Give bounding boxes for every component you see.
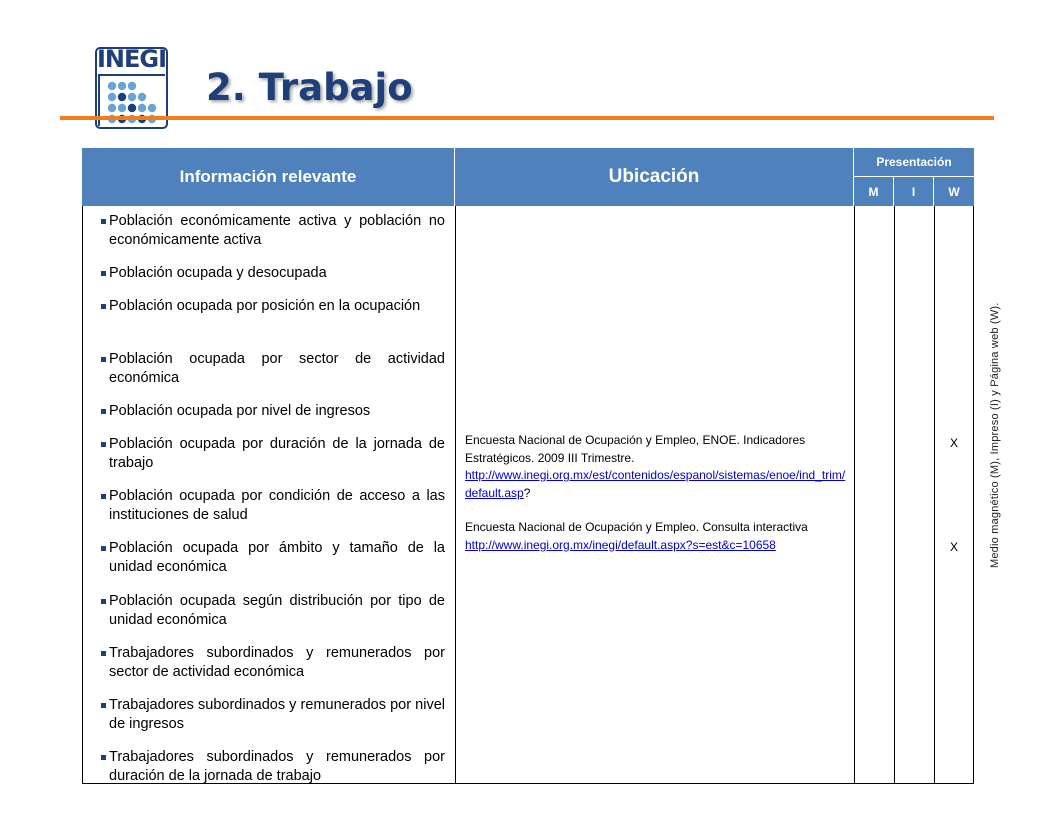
list-item-text: Población ocupada y desocupada: [109, 265, 327, 282]
list-item: [100, 264, 445, 283]
list-item: [100, 435, 445, 473]
list-item-text: Población ocupada por nivel de ingresos: [109, 402, 371, 419]
source2-link-line: [465, 537, 847, 555]
ubicacion-cell: [465, 432, 847, 554]
list-item: [100, 297, 445, 335]
list-item-text: Población ocupada por sector de actividad económica: [109, 350, 445, 386]
list-item: [100, 212, 445, 250]
header-presentacion: Presentación: [854, 148, 974, 177]
source2-text: Encuesta Nacional de Ocupación y Empleo. Consulta interactiva: [465, 520, 808, 534]
spacer: [465, 502, 847, 519]
list-item-text: Población ocupada por condición de acceso a las instituciones de salud: [109, 488, 445, 524]
list-item-text: Trabajadores subordinados y remunerados por nivel de ingresos: [109, 696, 445, 732]
list-item: [100, 592, 445, 630]
list-item-text: Población económicamente activa y población no económicamente activa: [109, 213, 445, 248]
header-i: I: [894, 177, 934, 206]
header-w: W: [934, 177, 974, 206]
header-m: M: [854, 177, 894, 206]
list-item: [100, 539, 445, 577]
source1-link[interactable]: http://www.inegi.org.mx/est/contenidos/espanol/sistemas/enoe/ind_trim/default.asp: [465, 468, 846, 500]
list-item: [100, 487, 445, 525]
header-ubicacion: Ubicación: [455, 148, 854, 206]
source1-text: Encuesta Nacional de Ocupación y Empleo, ENOE. Indicadores Estratégicos. 2009 III Trimestre.: [465, 433, 806, 465]
list-item: [100, 402, 445, 421]
web-mark-1: X: [950, 436, 959, 450]
web-mark-2: X: [950, 540, 959, 554]
source1-suffix: ?: [523, 485, 531, 500]
source1-link-line: [465, 467, 847, 502]
list-item-text: Trabajadores subordinados y remunerados por sector de actividad económica: [109, 644, 445, 680]
header-informacion-relevante: Información relevante: [82, 148, 455, 206]
list-item: [100, 696, 445, 734]
list-item-text: Población ocupada según distribución por tipo de unidad económica: [109, 592, 445, 628]
list-item: [100, 748, 445, 786]
list-item-text: Población ocupada por posición en la ocupación: [109, 298, 421, 315]
list-item: [100, 350, 445, 388]
page-title: 2. Trabajo: [206, 66, 413, 109]
table-border-right: [973, 206, 974, 784]
header-divider: [60, 116, 994, 120]
list-item: [100, 644, 445, 682]
table-border-col3: [894, 206, 895, 784]
table-border-col1: [455, 206, 456, 784]
source2-link[interactable]: http://www.inegi.org.mx/inegi/default.aspx?s=est&c=10658: [465, 537, 776, 552]
inegi-logo-text: INEGI: [96, 45, 167, 73]
list-item-text: Población ocupada por ámbito y tamaño de la unidad económica: [109, 540, 445, 576]
presentation-legend: Medio magnético (M), Impreso (I) y Página web (W).: [989, 302, 1001, 568]
list-item-text: Trabajadores subordinados y remunerados por duración de la jornada de trabajo: [109, 749, 445, 785]
list-item-text: Población ocupada por duración de la jornada de trabajo: [109, 435, 445, 471]
table-border-col4: [934, 206, 935, 784]
table-border-col2: [854, 206, 855, 784]
info-list: [100, 212, 445, 800]
table-border-left: [82, 206, 83, 784]
